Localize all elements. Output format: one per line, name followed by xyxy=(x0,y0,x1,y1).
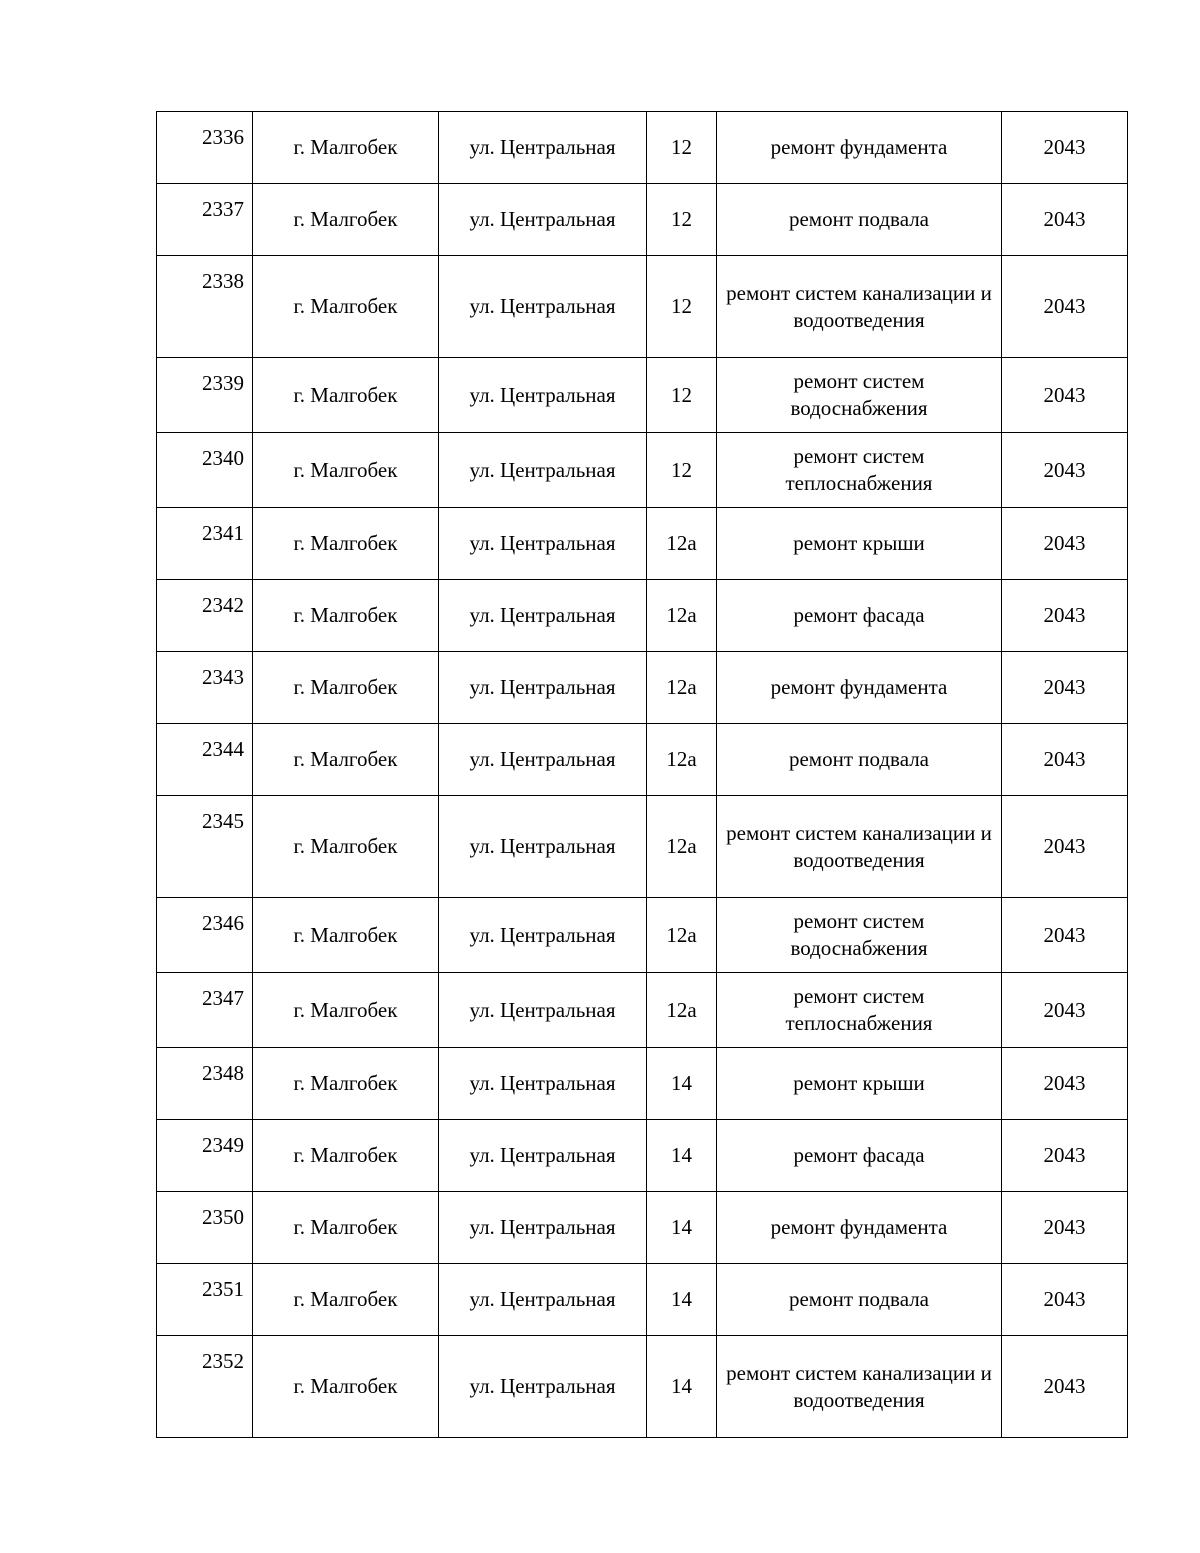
city-cell: г. Малгобек xyxy=(253,1192,439,1264)
year-cell: 2043 xyxy=(1002,1264,1128,1336)
table-row xyxy=(157,652,1128,724)
city-cell: г. Малгобек xyxy=(253,508,439,580)
city-cell: г. Малгобек xyxy=(253,256,439,358)
table-row xyxy=(157,1336,1128,1438)
row-number-cell: 2348 xyxy=(157,1048,253,1120)
city-cell: г. Малгобек xyxy=(253,796,439,898)
city-cell: г. Малгобек xyxy=(253,358,439,433)
house-number-cell: 14 xyxy=(647,1264,717,1336)
year-cell: 2043 xyxy=(1002,256,1128,358)
table-row xyxy=(157,724,1128,796)
year-cell: 2043 xyxy=(1002,1336,1128,1438)
work-type-cell: ремонт систем канализации и водоотведения xyxy=(717,1336,1002,1438)
year-cell: 2043 xyxy=(1002,433,1128,508)
house-number-cell: 12а xyxy=(647,973,717,1048)
street-cell: ул. Центральная xyxy=(439,796,647,898)
table-row xyxy=(157,973,1128,1048)
work-type-cell: ремонт систем водоснабжения xyxy=(717,358,1002,433)
year-cell: 2043 xyxy=(1002,796,1128,898)
city-cell: г. Малгобек xyxy=(253,724,439,796)
city-cell: г. Малгобек xyxy=(253,1264,439,1336)
house-number-cell: 12а xyxy=(647,508,717,580)
row-number-cell: 2346 xyxy=(157,898,253,973)
work-type-cell: ремонт систем канализации и водоотведения xyxy=(717,796,1002,898)
row-number-cell: 2342 xyxy=(157,580,253,652)
house-number-cell: 12а xyxy=(647,580,717,652)
table-body xyxy=(157,112,1128,1438)
house-number-cell: 14 xyxy=(647,1120,717,1192)
year-cell: 2043 xyxy=(1002,508,1128,580)
street-cell: ул. Центральная xyxy=(439,1192,647,1264)
street-cell: ул. Центральная xyxy=(439,112,647,184)
work-type-cell: ремонт фундамента xyxy=(717,112,1002,184)
row-number-cell: 2336 xyxy=(157,112,253,184)
city-cell: г. Малгобек xyxy=(253,1120,439,1192)
work-type-cell: ремонт подвала xyxy=(717,184,1002,256)
work-type-cell: ремонт фасада xyxy=(717,1120,1002,1192)
year-cell: 2043 xyxy=(1002,724,1128,796)
year-cell: 2043 xyxy=(1002,652,1128,724)
row-number-cell: 2352 xyxy=(157,1336,253,1438)
row-number-cell: 2345 xyxy=(157,796,253,898)
city-cell: г. Малгобек xyxy=(253,433,439,508)
house-number-cell: 12 xyxy=(647,433,717,508)
work-type-cell: ремонт систем теплоснабжения xyxy=(717,433,1002,508)
year-cell: 2043 xyxy=(1002,898,1128,973)
year-cell: 2043 xyxy=(1002,1192,1128,1264)
street-cell: ул. Центральная xyxy=(439,508,647,580)
table-row xyxy=(157,1120,1128,1192)
house-number-cell: 12 xyxy=(647,256,717,358)
street-cell: ул. Центральная xyxy=(439,433,647,508)
table-row xyxy=(157,1048,1128,1120)
work-type-cell: ремонт крыши xyxy=(717,508,1002,580)
work-type-cell: ремонт подвала xyxy=(717,724,1002,796)
city-cell: г. Малгобек xyxy=(253,1048,439,1120)
street-cell: ул. Центральная xyxy=(439,256,647,358)
work-type-cell: ремонт фундамента xyxy=(717,652,1002,724)
city-cell: г. Малгобек xyxy=(253,898,439,973)
house-number-cell: 12а xyxy=(647,652,717,724)
table-row xyxy=(157,433,1128,508)
city-cell: г. Малгобек xyxy=(253,112,439,184)
house-number-cell: 14 xyxy=(647,1048,717,1120)
year-cell: 2043 xyxy=(1002,184,1128,256)
table-row xyxy=(157,184,1128,256)
year-cell: 2043 xyxy=(1002,358,1128,433)
row-number-cell: 2337 xyxy=(157,184,253,256)
city-cell: г. Малгобек xyxy=(253,184,439,256)
work-type-cell: ремонт фасада xyxy=(717,580,1002,652)
house-number-cell: 12 xyxy=(647,184,717,256)
row-number-cell: 2349 xyxy=(157,1120,253,1192)
table-row xyxy=(157,898,1128,973)
street-cell: ул. Центральная xyxy=(439,973,647,1048)
work-type-cell: ремонт систем канализации и водоотведения xyxy=(717,256,1002,358)
work-type-cell: ремонт систем водоснабжения xyxy=(717,898,1002,973)
table-row xyxy=(157,580,1128,652)
city-cell: г. Малгобек xyxy=(253,1336,439,1438)
row-number-cell: 2340 xyxy=(157,433,253,508)
street-cell: ул. Центральная xyxy=(439,1264,647,1336)
work-type-cell: ремонт систем теплоснабжения xyxy=(717,973,1002,1048)
city-cell: г. Малгобек xyxy=(253,973,439,1048)
row-number-cell: 2347 xyxy=(157,973,253,1048)
year-cell: 2043 xyxy=(1002,112,1128,184)
house-number-cell: 14 xyxy=(647,1336,717,1438)
house-number-cell: 12а xyxy=(647,724,717,796)
row-number-cell: 2341 xyxy=(157,508,253,580)
house-number-cell: 12а xyxy=(647,898,717,973)
row-number-cell: 2338 xyxy=(157,256,253,358)
table-row xyxy=(157,358,1128,433)
row-number-cell: 2350 xyxy=(157,1192,253,1264)
year-cell: 2043 xyxy=(1002,580,1128,652)
city-cell: г. Малгобек xyxy=(253,580,439,652)
street-cell: ул. Центральная xyxy=(439,184,647,256)
street-cell: ул. Центральная xyxy=(439,652,647,724)
street-cell: ул. Центральная xyxy=(439,724,647,796)
house-number-cell: 12 xyxy=(647,112,717,184)
row-number-cell: 2344 xyxy=(157,724,253,796)
street-cell: ул. Центральная xyxy=(439,898,647,973)
row-number-cell: 2351 xyxy=(157,1264,253,1336)
row-number-cell: 2339 xyxy=(157,358,253,433)
street-cell: ул. Центральная xyxy=(439,1120,647,1192)
year-cell: 2043 xyxy=(1002,973,1128,1048)
table-row xyxy=(157,508,1128,580)
table-row xyxy=(157,1264,1128,1336)
table-row xyxy=(157,796,1128,898)
street-cell: ул. Центральная xyxy=(439,1336,647,1438)
work-type-cell: ремонт крыши xyxy=(717,1048,1002,1120)
year-cell: 2043 xyxy=(1002,1048,1128,1120)
repair-schedule-table xyxy=(156,111,1128,1438)
street-cell: ул. Центральная xyxy=(439,358,647,433)
city-cell: г. Малгобек xyxy=(253,652,439,724)
year-cell: 2043 xyxy=(1002,1120,1128,1192)
row-number-cell: 2343 xyxy=(157,652,253,724)
table-row xyxy=(157,112,1128,184)
street-cell: ул. Центральная xyxy=(439,580,647,652)
house-number-cell: 12 xyxy=(647,358,717,433)
house-number-cell: 14 xyxy=(647,1192,717,1264)
table-row xyxy=(157,256,1128,358)
work-type-cell: ремонт подвала xyxy=(717,1264,1002,1336)
street-cell: ул. Центральная xyxy=(439,1048,647,1120)
table-row xyxy=(157,1192,1128,1264)
work-type-cell: ремонт фундамента xyxy=(717,1192,1002,1264)
house-number-cell: 12а xyxy=(647,796,717,898)
